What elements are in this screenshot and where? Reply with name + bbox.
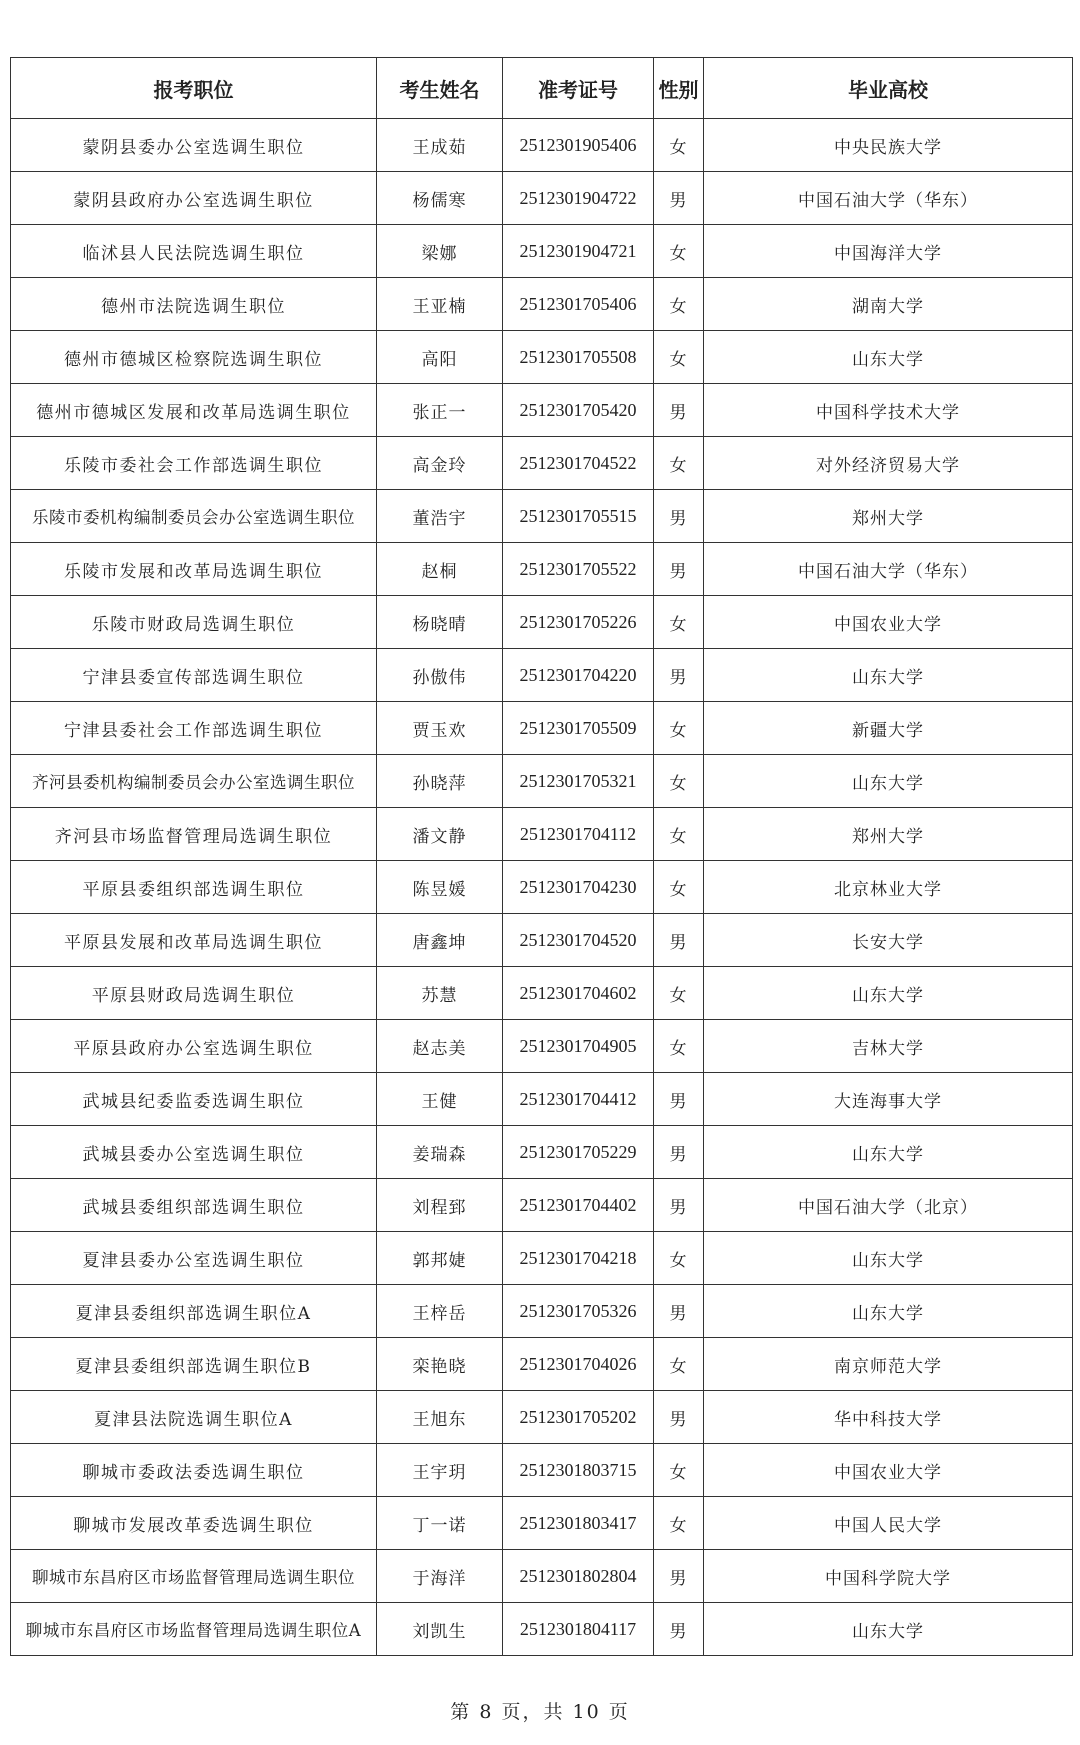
table-row	[11, 702, 1073, 755]
cell-school: 山东大学	[704, 331, 1073, 384]
cell-position: 德州市德城区发展和改革局选调生职位	[11, 384, 377, 437]
table-body	[11, 119, 1073, 1656]
cell-exam-id: 2512301704230	[503, 861, 654, 914]
cell-position: 夏津县委组织部选调生职位A	[11, 1285, 377, 1338]
cell-school: 吉林大学	[704, 1020, 1073, 1073]
cell-position: 聊城市发展改革委选调生职位	[11, 1497, 377, 1550]
table-row	[11, 1285, 1073, 1338]
cell-name: 刘程郅	[377, 1179, 503, 1232]
cell-name: 郭邦婕	[377, 1232, 503, 1285]
cell-gender: 男	[654, 1391, 704, 1444]
cell-gender: 女	[654, 755, 704, 808]
table-row	[11, 1232, 1073, 1285]
cell-school: 中国科学院大学	[704, 1550, 1073, 1603]
cell-position: 宁津县委宣传部选调生职位	[11, 649, 377, 702]
cell-school: 北京林业大学	[704, 861, 1073, 914]
cell-gender: 男	[654, 914, 704, 967]
cell-gender: 男	[654, 1073, 704, 1126]
table-row	[11, 1444, 1073, 1497]
cell-gender: 男	[654, 649, 704, 702]
cell-gender: 女	[654, 1444, 704, 1497]
cell-name: 杨晓晴	[377, 596, 503, 649]
cell-school: 山东大学	[704, 755, 1073, 808]
cell-school: 湖南大学	[704, 278, 1073, 331]
cell-school: 郑州大学	[704, 490, 1073, 543]
cell-name: 贾玉欢	[377, 702, 503, 755]
cell-school: 中国海洋大学	[704, 225, 1073, 278]
cell-school: 长安大学	[704, 914, 1073, 967]
table-row	[11, 1603, 1073, 1656]
cell-gender: 女	[654, 119, 704, 172]
cell-gender: 男	[654, 384, 704, 437]
cell-position: 德州市德城区检察院选调生职位	[11, 331, 377, 384]
cell-name: 孙晓萍	[377, 755, 503, 808]
cell-position: 乐陵市委社会工作部选调生职位	[11, 437, 377, 490]
cell-name: 王宇玥	[377, 1444, 503, 1497]
cell-exam-id: 2512301705522	[503, 543, 654, 596]
cell-gender: 男	[654, 172, 704, 225]
table-row	[11, 808, 1073, 861]
cell-gender: 男	[654, 1550, 704, 1603]
cell-name: 丁一诺	[377, 1497, 503, 1550]
cell-position: 平原县委组织部选调生职位	[11, 861, 377, 914]
cell-school: 郑州大学	[704, 808, 1073, 861]
cell-gender: 女	[654, 702, 704, 755]
cell-position: 乐陵市委机构编制委员会办公室选调生职位	[11, 490, 377, 543]
cell-exam-id: 2512301705226	[503, 596, 654, 649]
cell-name: 高金玲	[377, 437, 503, 490]
table-row	[11, 649, 1073, 702]
cell-name: 苏慧	[377, 967, 503, 1020]
cell-position: 武城县委组织部选调生职位	[11, 1179, 377, 1232]
cell-exam-id: 2512301705420	[503, 384, 654, 437]
header-gender: 性别	[654, 58, 704, 119]
cell-name: 高阳	[377, 331, 503, 384]
cell-exam-id: 2512301705515	[503, 490, 654, 543]
table-row	[11, 225, 1073, 278]
cell-school: 中国农业大学	[704, 1444, 1073, 1497]
table-row	[11, 384, 1073, 437]
cell-gender: 男	[654, 1126, 704, 1179]
cell-position: 夏津县委办公室选调生职位	[11, 1232, 377, 1285]
cell-exam-id: 2512301705321	[503, 755, 654, 808]
cell-name: 张正一	[377, 384, 503, 437]
cell-exam-id: 2512301705229	[503, 1126, 654, 1179]
cell-position: 武城县纪委监委选调生职位	[11, 1073, 377, 1126]
cell-name: 孙傲伟	[377, 649, 503, 702]
cell-gender: 女	[654, 278, 704, 331]
cell-exam-id: 2512301704402	[503, 1179, 654, 1232]
cell-position: 蒙阴县委办公室选调生职位	[11, 119, 377, 172]
table-row	[11, 1550, 1073, 1603]
table-row	[11, 967, 1073, 1020]
table-row	[11, 543, 1073, 596]
table-row	[11, 861, 1073, 914]
cell-gender: 女	[654, 1020, 704, 1073]
cell-school: 南京师范大学	[704, 1338, 1073, 1391]
header-position: 报考职位	[11, 58, 377, 119]
cell-school: 中央民族大学	[704, 119, 1073, 172]
cell-school: 中国石油大学（华东）	[704, 543, 1073, 596]
cell-exam-id: 2512301904721	[503, 225, 654, 278]
cell-exam-id: 2512301704522	[503, 437, 654, 490]
cell-position: 乐陵市财政局选调生职位	[11, 596, 377, 649]
header-name: 考生姓名	[377, 58, 503, 119]
cell-exam-id: 2512301705202	[503, 1391, 654, 1444]
table-row	[11, 1073, 1073, 1126]
cell-exam-id: 2512301704220	[503, 649, 654, 702]
cell-name: 陈昱媛	[377, 861, 503, 914]
cell-school: 大连海事大学	[704, 1073, 1073, 1126]
cell-name: 赵志美	[377, 1020, 503, 1073]
cell-gender: 男	[654, 1179, 704, 1232]
cell-school: 中国科学技术大学	[704, 384, 1073, 437]
cell-school: 中国石油大学（华东）	[704, 172, 1073, 225]
cell-exam-id: 2512301705326	[503, 1285, 654, 1338]
cell-name: 杨儒寒	[377, 172, 503, 225]
table-row	[11, 1179, 1073, 1232]
cell-school: 华中科技大学	[704, 1391, 1073, 1444]
table-row	[11, 1497, 1073, 1550]
cell-exam-id: 2512301803417	[503, 1497, 654, 1550]
cell-exam-id: 2512301905406	[503, 119, 654, 172]
cell-position: 夏津县法院选调生职位A	[11, 1391, 377, 1444]
cell-gender: 女	[654, 437, 704, 490]
cell-exam-id: 2512301904722	[503, 172, 654, 225]
cell-position: 聊城市东昌府区市场监督管理局选调生职位	[11, 1550, 377, 1603]
cell-position: 宁津县委社会工作部选调生职位	[11, 702, 377, 755]
cell-gender: 女	[654, 1232, 704, 1285]
table-row	[11, 437, 1073, 490]
cell-name: 王旭东	[377, 1391, 503, 1444]
cell-gender: 女	[654, 808, 704, 861]
table-row	[11, 1338, 1073, 1391]
cell-position: 齐河县市场监督管理局选调生职位	[11, 808, 377, 861]
table-row	[11, 172, 1073, 225]
table-row	[11, 1391, 1073, 1444]
cell-exam-id: 2512301705406	[503, 278, 654, 331]
table-row	[11, 596, 1073, 649]
cell-school: 中国人民大学	[704, 1497, 1073, 1550]
cell-name: 赵桐	[377, 543, 503, 596]
cell-school: 对外经济贸易大学	[704, 437, 1073, 490]
cell-name: 王亚楠	[377, 278, 503, 331]
cell-exam-id: 2512301704112	[503, 808, 654, 861]
cell-gender: 女	[654, 225, 704, 278]
cell-name: 王健	[377, 1073, 503, 1126]
cell-position: 临沭县人民法院选调生职位	[11, 225, 377, 278]
cell-name: 栾艳晓	[377, 1338, 503, 1391]
cell-name: 姜瑞森	[377, 1126, 503, 1179]
cell-school: 山东大学	[704, 967, 1073, 1020]
cell-name: 董浩宇	[377, 490, 503, 543]
cell-name: 刘凯生	[377, 1603, 503, 1656]
table-row	[11, 914, 1073, 967]
cell-position: 蒙阴县政府办公室选调生职位	[11, 172, 377, 225]
cell-school: 中国农业大学	[704, 596, 1073, 649]
cell-gender: 女	[654, 1338, 704, 1391]
cell-school: 山东大学	[704, 1603, 1073, 1656]
cell-exam-id: 2512301704026	[503, 1338, 654, 1391]
cell-school: 山东大学	[704, 1285, 1073, 1338]
cell-exam-id: 2512301704905	[503, 1020, 654, 1073]
cell-exam-id: 2512301704602	[503, 967, 654, 1020]
cell-gender: 男	[654, 1285, 704, 1338]
cell-exam-id: 2512301803715	[503, 1444, 654, 1497]
table-row	[11, 490, 1073, 543]
cell-exam-id: 2512301704218	[503, 1232, 654, 1285]
cell-exam-id: 2512301802804	[503, 1550, 654, 1603]
cell-exam-id: 2512301804117	[503, 1603, 654, 1656]
table-row	[11, 331, 1073, 384]
table-row	[11, 278, 1073, 331]
cell-name: 王梓岳	[377, 1285, 503, 1338]
cell-position: 聊城市东昌府区市场监督管理局选调生职位A	[11, 1603, 377, 1656]
candidate-table	[10, 57, 1073, 1656]
cell-name: 唐鑫坤	[377, 914, 503, 967]
cell-name: 于海洋	[377, 1550, 503, 1603]
cell-position: 平原县政府办公室选调生职位	[11, 1020, 377, 1073]
cell-name: 潘文静	[377, 808, 503, 861]
cell-exam-id: 2512301704520	[503, 914, 654, 967]
cell-gender: 女	[654, 331, 704, 384]
table-row	[11, 119, 1073, 172]
cell-exam-id: 2512301705508	[503, 331, 654, 384]
cell-position: 武城县委办公室选调生职位	[11, 1126, 377, 1179]
cell-name: 梁娜	[377, 225, 503, 278]
cell-position: 德州市法院选调生职位	[11, 278, 377, 331]
cell-exam-id: 2512301705509	[503, 702, 654, 755]
table-row	[11, 1020, 1073, 1073]
cell-gender: 女	[654, 1497, 704, 1550]
cell-gender: 女	[654, 596, 704, 649]
cell-gender: 男	[654, 1603, 704, 1656]
table-header-row	[11, 58, 1073, 119]
page-indicator: 第 8 页，共 10 页	[450, 1701, 630, 1723]
cell-position: 乐陵市发展和改革局选调生职位	[11, 543, 377, 596]
cell-position: 聊城市委政法委选调生职位	[11, 1444, 377, 1497]
cell-school: 山东大学	[704, 649, 1073, 702]
cell-school: 山东大学	[704, 1232, 1073, 1285]
cell-position: 齐河县委机构编制委员会办公室选调生职位	[11, 755, 377, 808]
cell-school: 中国石油大学（北京）	[704, 1179, 1073, 1232]
cell-position: 平原县发展和改革局选调生职位	[11, 914, 377, 967]
cell-position: 夏津县委组织部选调生职位B	[11, 1338, 377, 1391]
cell-position: 平原县财政局选调生职位	[11, 967, 377, 1020]
cell-gender: 男	[654, 490, 704, 543]
header-school: 毕业高校	[704, 58, 1073, 119]
cell-school: 山东大学	[704, 1126, 1073, 1179]
cell-school: 新疆大学	[704, 702, 1073, 755]
cell-gender: 男	[654, 543, 704, 596]
cell-gender: 女	[654, 861, 704, 914]
cell-gender: 女	[654, 967, 704, 1020]
cell-exam-id: 2512301704412	[503, 1073, 654, 1126]
header-exam-id: 准考证号	[503, 58, 654, 119]
table-row	[11, 755, 1073, 808]
table-row	[11, 1126, 1073, 1179]
cell-name: 王成茹	[377, 119, 503, 172]
